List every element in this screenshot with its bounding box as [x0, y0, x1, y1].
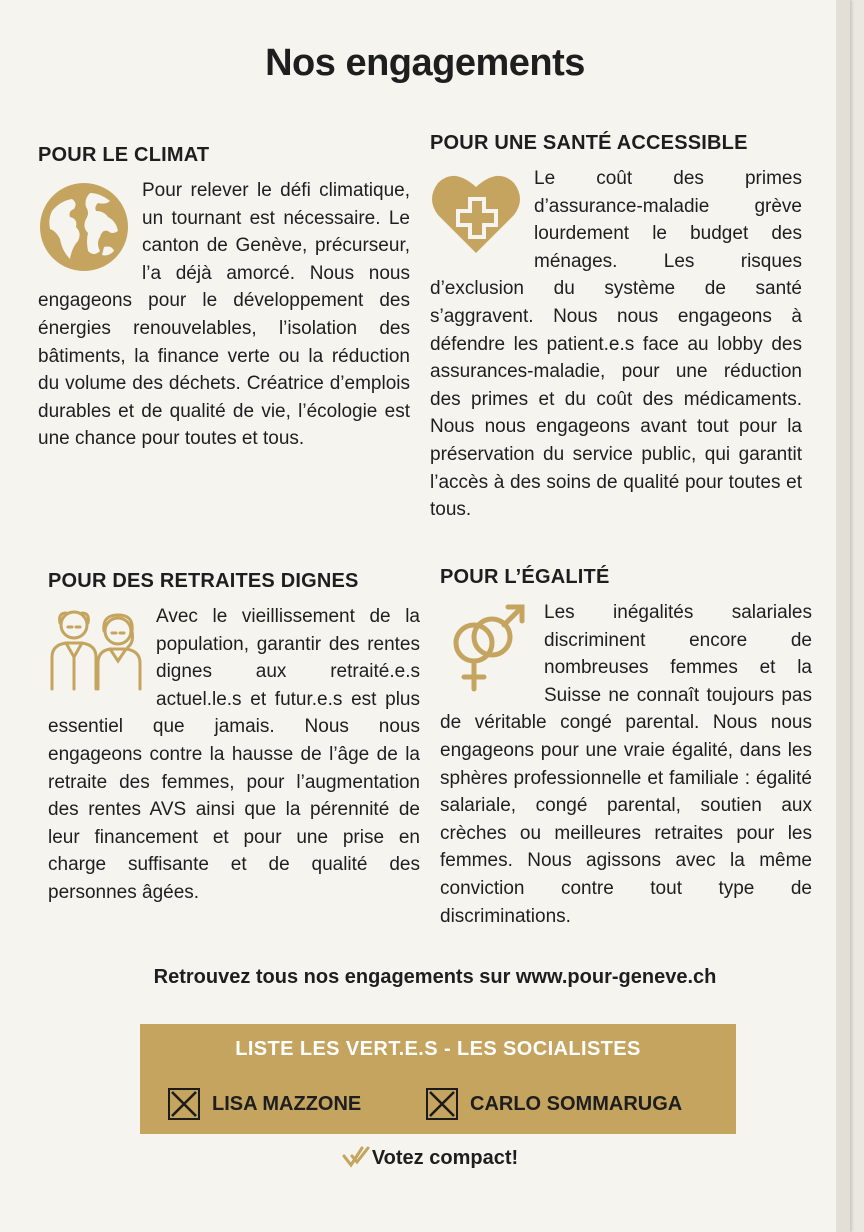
- checkbox-crossed-icon: [168, 1088, 200, 1120]
- section-heading-climat: POUR LE CLIMAT: [38, 144, 210, 166]
- section-text-egalite: Les inégalités salariales discriminent encore de nombreuses femmes et la Suisse ne connaît toujours pas de véritable congé parental. Nous nous engageons pour une vraie égalité, dans les sphères professionnelle et familiale : égalité salariale, congé parental, soutien aux crèches ou meilleures retraites pour les femmes. Nous agissons avec la même conviction contre tout type de discriminations.: [440, 602, 812, 927]
- page-edge: [836, 0, 850, 1232]
- gender-symbols-icon: [440, 603, 532, 700]
- ballot-list-title: LISTE LES VERT.E.S - LES SOCIALISTES: [235, 1038, 641, 1060]
- page-title: Nos engagements: [265, 42, 585, 84]
- section-heading-egalite: POUR L’ÉGALITÉ: [440, 566, 610, 588]
- elderly-couple-icon: [48, 607, 144, 696]
- candidate-name: CARLO SOMMARUGA: [470, 1092, 683, 1115]
- section-heading-sante: POUR UNE SANTÉ ACCESSIBLE: [430, 132, 748, 154]
- section-heading-retraites: POUR DES RETRAITES DIGNES: [48, 570, 359, 592]
- vote-compact-line: [0, 1146, 860, 1174]
- section-egalite: [440, 566, 812, 930]
- section-text-retraites: Avec le vieillissement de la population, garantir des rentes dignes aux retraité.e.s actuel.le.s et futur.e.s est plus essentiel que jamais. Nous nous engageons contre la hausse de l’âge de la retraite des femmes, pour l’augmentation des rentes AVS ainsi que la pérennité de leur financement et pour une prise en charge suffisante et de qualité des personnes âgées.: [48, 606, 420, 903]
- vote-compact-label: Votez compact!: [371, 1147, 519, 1169]
- heart-cross-icon: [430, 169, 522, 260]
- double-check-icon: [342, 1146, 370, 1174]
- section-climat: [38, 144, 410, 453]
- section-sante: [430, 132, 802, 524]
- section-retraites: [48, 570, 420, 907]
- ballot-box: [140, 1024, 736, 1134]
- globe-icon: [38, 181, 130, 278]
- candidate-name: LISA MAZZONE: [212, 1092, 362, 1115]
- website-link-text: Retrouvez tous nos engagements sur www.pour-geneve.ch: [153, 966, 717, 988]
- candidate-lisa-mazzone: [168, 1088, 361, 1120]
- section-text-climat: Pour relever le défi climatique, un tournant est nécessaire. Le canton de Genève, précurseur, l’a déjà amorcé. Nous nous engageons pour le développement des énergies renouvelables, l’isolation des bâtiments, la finance verte ou la réduction du volume des déchets. Créatrice d’emplois durables et de qualité de vie, l’écologie est une chance pour toutes et tous.: [38, 180, 410, 450]
- section-text-sante: Le coût des primes d’assurance-maladie grève lourdement le budget des ménages. Les risques d’exclusion du système de santé s’aggravent. Nous nous engageons à défendre les patient.e.s face au lobby des assurances-maladie, pour une réduction des primes et du coût des médicaments. Nous nous engageons avant tout pour la préservation du service public, qui garantit l’accès à des soins de qualité pour toutes et tous.: [430, 168, 802, 521]
- checkbox-crossed-icon: [426, 1088, 458, 1120]
- candidate-carlo-sommaruga: [426, 1088, 682, 1120]
